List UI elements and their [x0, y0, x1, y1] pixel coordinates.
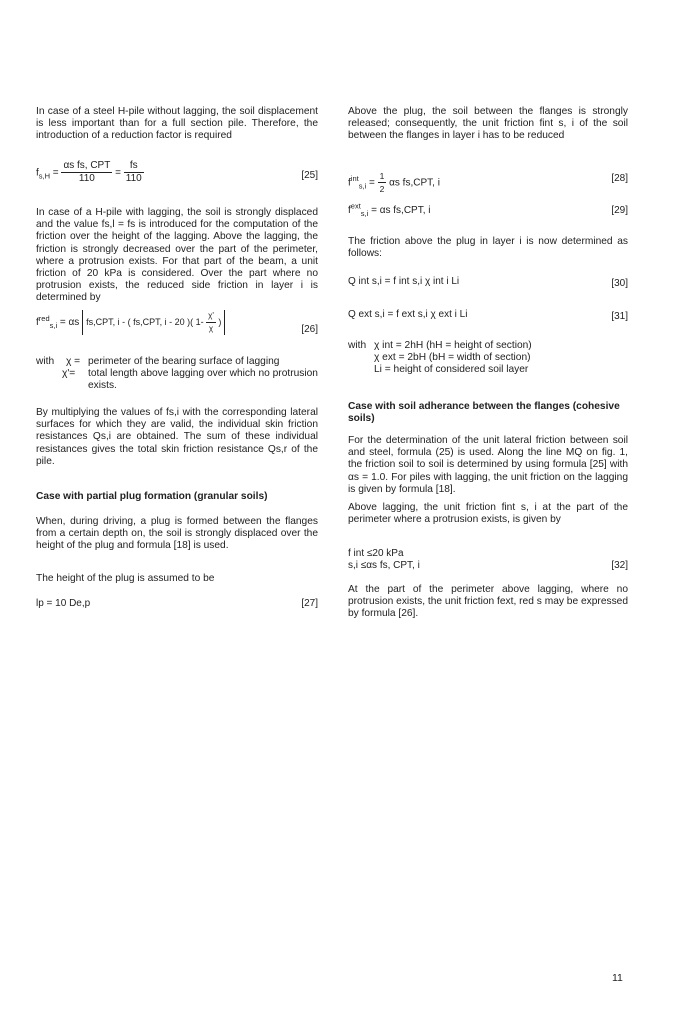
paragraph: The height of the plug is assumed to be [36, 573, 215, 584]
equation-number: [30] [611, 278, 628, 289]
paragraph: In case of a H-pile with lagging, the soil is strongly displaced and the value fs,l = fs is introduced for the computation of the friction over the height of the lagging. Above the lagging, the friction is strongly decreased over the part of the perimeter, where a protrusion exists. For that part of the beam, a unit friction of 20 kPa is considered. Over the part where no protrusion exists, the reduced side friction in layer i is determined by [36, 207, 318, 304]
equation-31: Q ext s,i = f ext s,i χ ext i Li [31] [348, 309, 628, 322]
equation-number: [28] [611, 173, 628, 184]
page-number: 11 [612, 972, 623, 984]
equation-number: [29] [611, 205, 628, 216]
equation-28: $f^{int}_{s,i}$ = $\frac{1}{2}$ αs fs,CPT, i [28] [348, 171, 628, 195]
equation-32: f int ≤20 kPa s,i ≤αs fs, CPT, i [32] [348, 548, 628, 572]
section-heading: Case with soil adherance between the flanges (cohesive soils) [348, 401, 620, 425]
equation-number: [25] [301, 170, 318, 181]
equation-29: $f^{ext}_{s,i} = \alpha s$ fs,CPT, i [29] [348, 201, 628, 218]
paragraph: For the determination of the unit lateral friction between soil and steel, formula (25) is used. Along the line MQ on fig. 1, the friction soil to soil is determined by using formula [25] with αs = 1.0. For piles with lagging, the unit friction on the lagging is given by formula [18]. [348, 435, 628, 495]
equation-number: [32] [611, 560, 628, 571]
paragraph: When, during driving, a plug is formed between the flanges from a certain depth on, the soil is strongly displaced over the height of the plug and formula [18] is used. [36, 516, 318, 552]
paragraph: The friction above the plug in layer i is now determined as follows: [348, 236, 628, 260]
equation-25: $f_{s,H}$ = $\frac{\text{αs fs, CPT}}{110}$ = $\frac{fs}{110}$ [25] [36, 160, 318, 185]
section-heading: Case with partial plug formation (granular soils) [36, 491, 268, 502]
equation-30: Q int s,i = f int s,i χ int i Li [30] [348, 276, 628, 289]
paragraph: Above the plug, the soil between the flanges is strongly released; consequently, the unit friction fint s, i of the soil between the flanges in layer i has to be reduced [348, 106, 628, 142]
paragraph: By multiplying the values of fs,i with the corresponding lateral surfaces for which they are valid, the individual skin friction resistances Qs,i are obtained. The sum of these individual resistances gives the total skin friction resistance Qs,r of the pile. [36, 407, 318, 467]
equation-number: [27] [301, 598, 318, 609]
symbol-definitions: with χ int = 2hH (hH = height of section) χ ext = 2bH (bH = width of section) Li = height of considered soil layer [348, 340, 532, 375]
equation-26: $f^{red}_{s,i} = \alpha s$ fs,CPT, i - ( fs,CPT, i - 20 )( 1- $\frac{\chi'}{\chi}$ ) [26] [36, 311, 318, 335]
paragraph: In case of a steel H-pile without lagging, the soil displacement is less important than for a full section pile. Therefore, the introduction of a reduction factor is required [36, 106, 318, 142]
equation-number: [26] [301, 324, 318, 335]
paragraph: At the part of the perimeter above lagging, where no protrusion exists, the unit friction fext, red s may be expressed by formula [26]. [348, 584, 628, 620]
equation-27: lp = 10 De,p [27] [36, 598, 318, 609]
equation-number: [31] [611, 311, 628, 322]
symbol-definitions: with χ = perimeter of the bearing surface of lagging χ'= total length above lagging over which no protrusion exists. [36, 356, 318, 392]
paragraph: Above lagging, the unit friction fint s, i at the part of the perimeter where a protrusion exists, is given by [348, 502, 628, 526]
